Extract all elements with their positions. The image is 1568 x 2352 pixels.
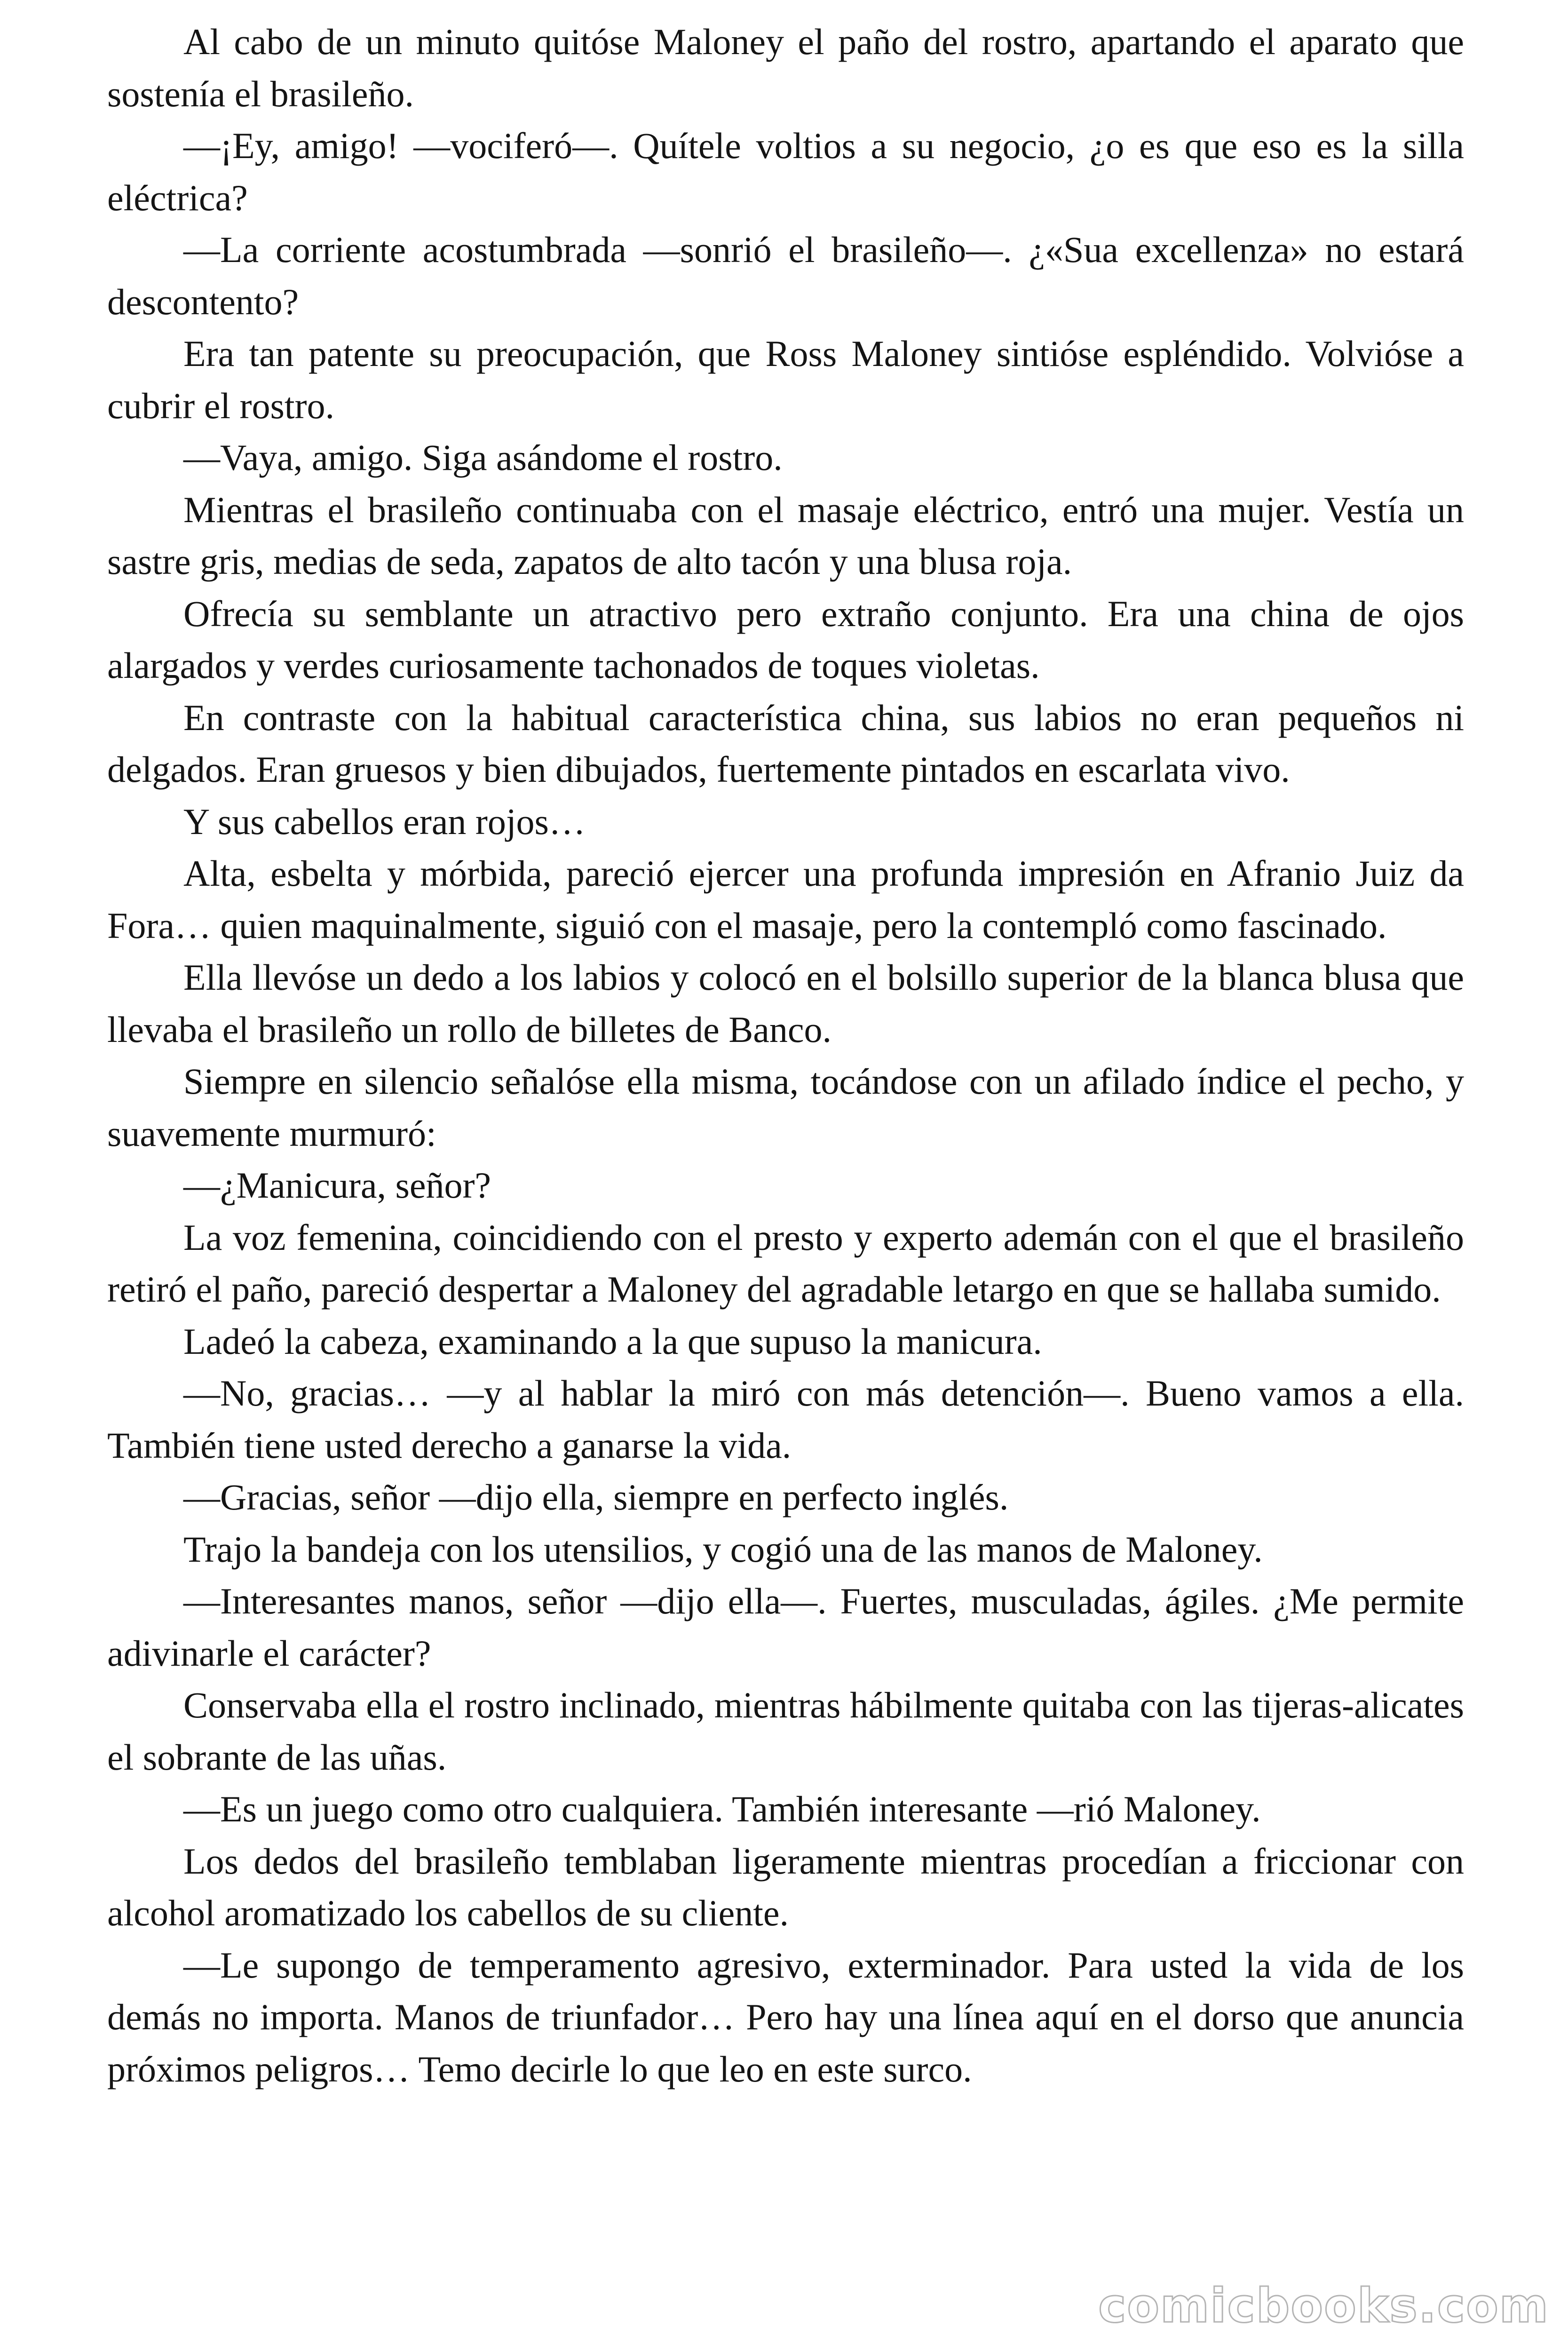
paragraph: —¿Manicura, señor? (183, 1165, 491, 1206)
paragraph: —No, gracias… —y al hablar la miró con más detención—. Bueno vamos a ella. También tiene usted derecho a ganarse la vida. (107, 1373, 1464, 1466)
paragraph: Y sus cabellos eran rojos… (183, 801, 586, 842)
paragraph: —Le supongo de temperamento agresivo, exterminador. Para usted la vida de los demás no importa. Manos de triunfador… Pero hay una línea aquí en el dorso que anuncia próximos peligros… Temo decirle lo que leo en este surco. (107, 1944, 1464, 2090)
paragraph: —Gracias, señor —dijo ella, siempre en perfecto inglés. (183, 1477, 1009, 1518)
paragraph: —¡Ey, amigo! —vociferó—. Quítele voltios a su negocio, ¿o es que eso es la silla eléctrica? (107, 125, 1464, 218)
paragraph: Trajo la bandeja con los utensilios, y cogió una de las manos de Maloney. (183, 1528, 1263, 1570)
site-watermark: comicbooks.com (1098, 2278, 1549, 2333)
paragraph: —La corriente acostumbrada —sonrió el brasileño—. ¿«Sua excellenza» no estará descontento? (107, 229, 1464, 322)
paragraph: Mientras el brasileño continuaba con el masaje eléctrico, entró una mujer. Vestía un sastre gris, medias de seda, zapatos de alto tacón y una blusa roja. (107, 489, 1464, 582)
paragraph: —Vaya, amigo. Siga asándome el rostro. (183, 437, 783, 478)
paragraph: Al cabo de un minuto quitóse Maloney el paño del rostro, apartando el aparato que sostenía el brasileño. (107, 21, 1464, 114)
paragraph: La voz femenina, coincidiendo con el presto y experto ademán con el que el brasileño retiró el paño, pareció despertar a Maloney del agradable letargo en que se hallaba sumido. (107, 1216, 1464, 1310)
body-text (107, 16, 1464, 2095)
paragraph: Era tan patente su preocupación, que Ross Maloney sintióse espléndido. Volvióse a cubrir el rostro. (107, 333, 1464, 426)
paragraph: Conservaba ella el rostro inclinado, mientras hábilmente quitaba con las tijeras-alicates el sobrante de las uñas. (107, 1685, 1464, 1778)
paragraph: En contraste con la habitual característica china, sus labios no eran pequeños ni delgados. Eran gruesos y bien dibujados, fuertemente pintados en escarlata vivo. (107, 697, 1464, 790)
paragraph: Siempre en silencio señalóse ella misma, tocándose con un afilado índice el pecho, y suavemente murmuró: (107, 1061, 1464, 1154)
paragraph: Ella llevóse un dedo a los labios y colocó en el bolsillo superior de la blanca blusa que llevaba el brasileño un rollo de billetes de Banco. (107, 957, 1464, 1050)
paragraph: Los dedos del brasileño temblaban ligeramente mientras procedían a friccionar con alcohol aromatizado los cabellos de su cliente. (107, 1840, 1464, 1933)
paragraph: Ofrecía su semblante un atractivo pero extraño conjunto. Era una china de ojos alargados y verdes curiosamente tachonados de toques violetas. (107, 593, 1464, 686)
paragraph: Alta, esbelta y mórbida, pareció ejercer una profunda impresión en Afranio Juiz da Fora… quien maquinalmente, siguió con el masaje, pero la contempló como fascinado. (107, 853, 1464, 946)
paragraph: Ladeó la cabeza, examinando a la que supuso la manicura. (183, 1320, 1042, 1362)
paragraph: —Interesantes manos, señor —dijo ella—. Fuertes, musculadas, ágiles. ¿Me permite adivinarle el carácter? (107, 1581, 1464, 1674)
paragraph: —Es un juego como otro cualquiera. También interesante —rió Maloney. (183, 1788, 1261, 1829)
